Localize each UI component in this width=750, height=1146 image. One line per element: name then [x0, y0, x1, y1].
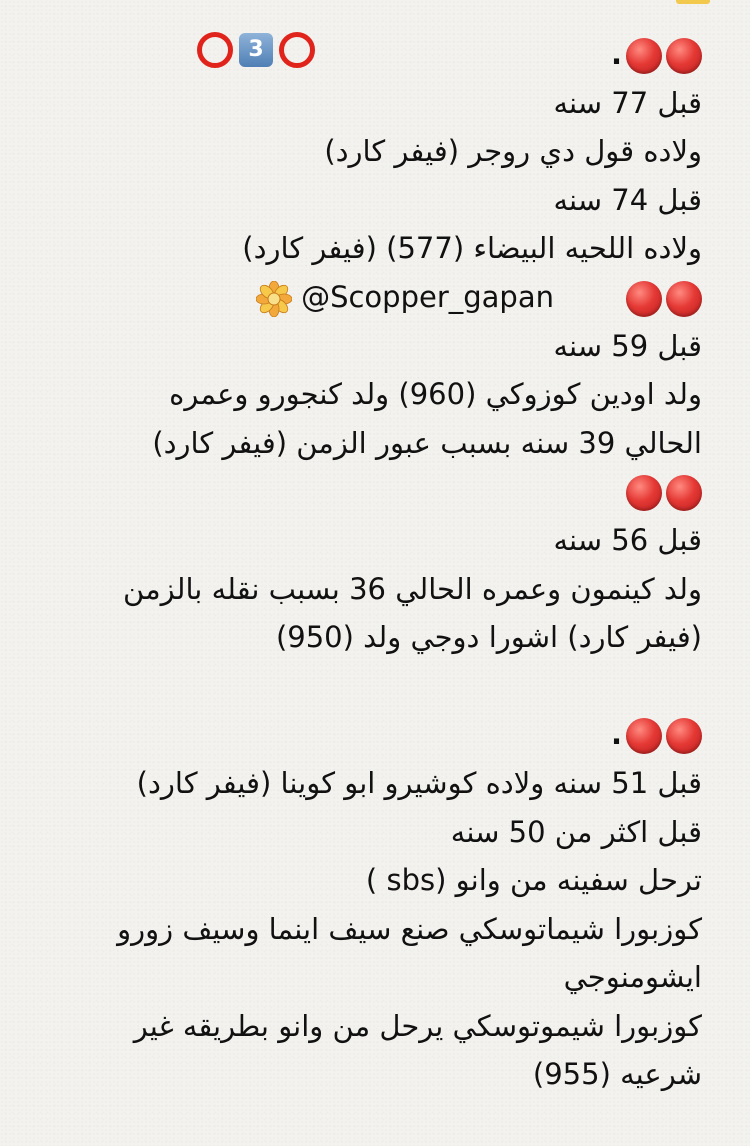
note-body	[22, 30, 702, 1099]
top-edge-marker	[676, 0, 710, 4]
note-line: ولاده قول دي روجر (فيفر كارد)	[324, 134, 702, 169]
red-circle-icon	[666, 718, 702, 754]
note-line: شرعيه (955)	[532, 1057, 702, 1092]
note-line: ايشومنوجي	[563, 960, 702, 995]
marker-period: .	[610, 717, 622, 752]
section-marker	[22, 30, 702, 79]
red-circle-icon	[626, 718, 662, 754]
note-line: قبل اكثر من 50 سنه	[450, 814, 702, 849]
author-handle: @Scopper_gapan	[291, 279, 554, 314]
author-handle-group	[256, 273, 554, 322]
note-line: الحالي 39 سنه بسبب عبور الزمن (فيفر كارد)	[152, 425, 702, 460]
section-marker	[22, 467, 702, 516]
note-line: (فيفر كارد) اشورا دوجي ولد (950)	[275, 620, 702, 655]
note-line: قبل 59 سنه	[553, 328, 702, 363]
note-line: كوزبورا شيماتوسكي صنع سيف اينما وسيف زورو	[117, 911, 702, 946]
red-circle-icon	[666, 475, 702, 511]
rosette-icon	[256, 281, 292, 317]
keycap-digit-icon: 3	[239, 33, 273, 67]
note-line: قبل 51 سنه ولاده كوشيرو ابو كوينا (فيفر كارد)	[136, 765, 702, 800]
marker-period: .	[610, 37, 622, 71]
note-line: ولد اودين كوزوكي (960) ولد كنجورو وعمره	[169, 377, 702, 412]
red-circle-icon	[626, 281, 662, 317]
note-line: قبل 56 سنه	[553, 522, 702, 557]
note-line: قبل 77 سنه	[553, 85, 702, 120]
section-marker	[22, 710, 702, 759]
red-circle-icon	[666, 38, 702, 74]
red-circle-icon	[666, 281, 702, 317]
section-marker-with-handle	[22, 273, 702, 322]
note-line: كوزبورا شيموتوسكي يرحل من وانو بطريقه غير	[133, 1008, 702, 1043]
blank-line	[22, 662, 702, 711]
red-circle-icon	[626, 38, 662, 74]
note-line: قبل 74 سنه	[553, 182, 702, 217]
note-line: ولد كينمون وعمره الحالي 36 بسبب نقله بالزمن	[123, 571, 702, 606]
red-circle-icon	[626, 475, 662, 511]
note-line: ولاده اللحيه البيضاء (577) (فيفر كارد)	[242, 231, 702, 266]
note-line: ترحل سفينه من وانو (sbs )	[365, 863, 702, 898]
